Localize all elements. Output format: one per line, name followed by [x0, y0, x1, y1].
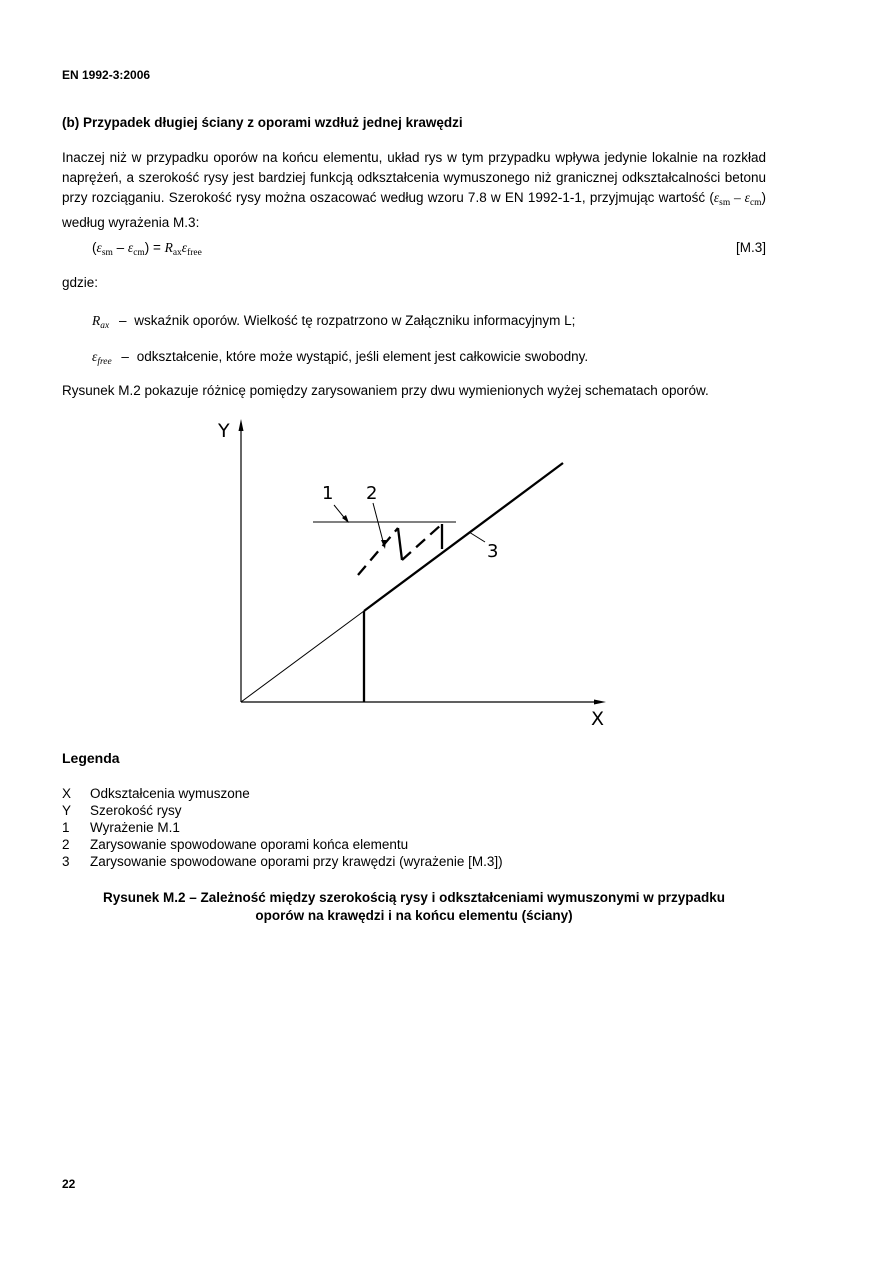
- caption-line-2: oporów na krawędzi i na końcu elementu (ściany): [255, 908, 573, 923]
- legend-item: 2 Zarysowanie spowodowane oporami końca elementu: [62, 837, 409, 852]
- sawtooth-segment-b: [398, 528, 402, 560]
- caption-line-1: Rysunek M.2 – Zależność między szerokością rysy i odkształceniami wymuszonymi w przypadku: [103, 890, 725, 905]
- where-label: gdzie:: [62, 275, 99, 290]
- section-title: (b) Przypadek długiej ściany z oporami wzdłuż jednej krawędzi: [62, 115, 463, 130]
- figure-label-1: 1: [322, 483, 334, 504]
- inline-formula: $\varepsilon_{sm} - \varepsilon_{cm}$: [713, 190, 762, 208]
- figure-intro-text: Rysunek M.2 pokazuje różnicę pomiędzy zarysowaniem przy dwu wymienionych wyżej schematach oporów.: [62, 383, 709, 398]
- legend-item: X Odkształcenia wymuszone: [62, 786, 250, 801]
- variable-definition-rax: $R_{ax}$ – wskaźnik oporów. Wielkość tę rozpatrzono w Załączniku informacyjnym L;: [92, 313, 576, 331]
- sawtooth-segment-a: [358, 528, 398, 575]
- leader-3: [469, 532, 485, 542]
- figure-label-2: 2: [366, 483, 378, 504]
- legend-item: 3 Zarysowanie spowodowane oporami przy krawędzi (wyrażenie [M.3]): [62, 854, 503, 869]
- para-text-start: Inaczej niż w przypadku oporów na końcu elementu, układ rys w tym przypadku wpływa jedynie lokalnie na rozkład naprężeń, a szerokość rysy jest bardziej funkcją odkształcenia wymuszonego niż granicznej odkształcalności betonu przy rozciąganiu. Szerokość rysy można oszacować według wzoru 7.8 w EN 1992-1-1, przyjmując wartość (: [62, 150, 766, 205]
- figure-label-3: 3: [487, 541, 499, 562]
- thin-strain-line: [241, 611, 364, 702]
- figure-caption: [62, 889, 766, 925]
- legend-title: Legenda: [62, 750, 120, 766]
- para-text-end: ) według wyrażenia M.3:: [62, 190, 766, 230]
- sawtooth-segment-c: [402, 524, 442, 560]
- legend-list: [62, 785, 503, 870]
- leader-2-arrow-icon: [381, 540, 386, 549]
- legend-item: Y Szerokość rysy: [62, 803, 182, 818]
- legend-item: 1 Wyrażenie M.1: [62, 820, 180, 835]
- equation-m3: $(\varepsilon_{sm} - \varepsilon_{cm}) = R_{ax}\varepsilon_{free}$: [92, 240, 202, 258]
- page-number: 22: [62, 1177, 76, 1191]
- x-axis-label: X: [591, 708, 605, 730]
- y-axis-arrow-icon: [239, 419, 244, 431]
- document-id: EN 1992-3:2006: [62, 68, 151, 82]
- x-axis-arrow-icon: [594, 700, 606, 705]
- equation-reference: [M.3]: [735, 240, 766, 255]
- edge-restraint-curve-3: [364, 463, 563, 611]
- variable-definition-efree: $\varepsilon_{free}$ – odkształcenie, które może wystąpić, jeśli element jest całkowicie swobodny.: [92, 349, 589, 367]
- leader-2: [373, 503, 384, 545]
- y-axis-label: Y: [218, 420, 230, 442]
